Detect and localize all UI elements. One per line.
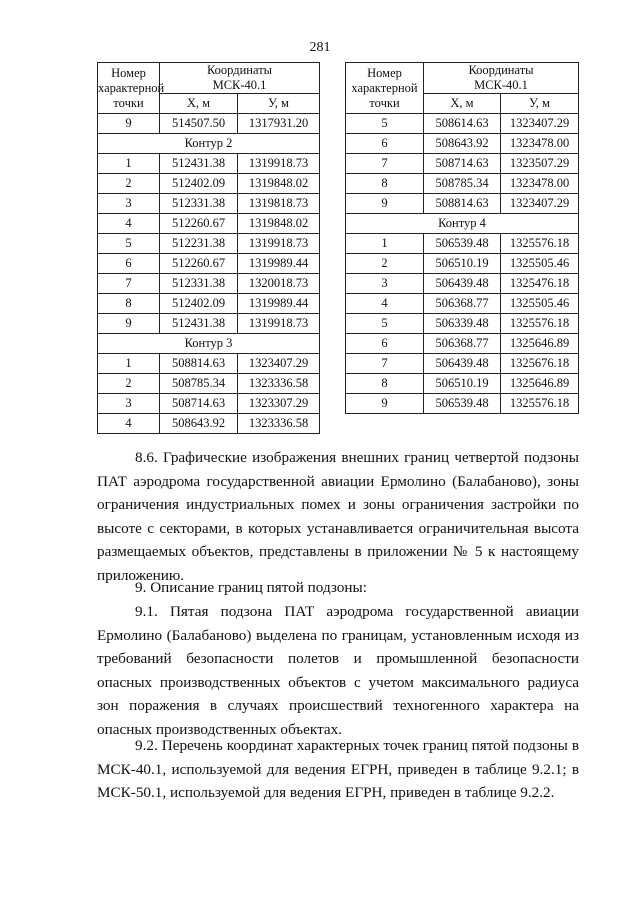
point-number: 6 [98, 254, 160, 274]
point-number: 7 [346, 154, 424, 174]
table-row [346, 174, 579, 194]
header-line: Номер [367, 65, 402, 80]
table-row [346, 354, 579, 374]
x-value: 508643.92 [424, 134, 501, 154]
header-line: точки [113, 95, 144, 110]
point-number: 1 [98, 354, 160, 374]
y-column-header: У, м [501, 94, 579, 114]
point-number: 3 [98, 394, 160, 414]
y-value: 1320018.73 [238, 274, 320, 294]
y-value: 1325576.18 [501, 234, 579, 254]
y-value: 1317931.20 [238, 114, 320, 134]
table-row [346, 274, 579, 294]
table-row [98, 174, 320, 194]
table-row [346, 114, 579, 134]
header-row [346, 63, 579, 94]
point-number: 6 [346, 334, 424, 354]
paragraph-text: 9.2. Перечень координат характерных точек границ пятой подзоны в МСК-40.1, используемой для ведения ЕГРН, приведен в таблице 9.2.1; в МСК-50.1, используемой для ведения ЕГРН, приведен в таблице 9.2.2. [97, 737, 579, 802]
x-value: 506439.48 [424, 354, 501, 374]
x-value: 508814.63 [160, 354, 238, 374]
y-value: 1325476.18 [501, 274, 579, 294]
y-value: 1325646.89 [501, 334, 579, 354]
x-value: 508785.34 [424, 174, 501, 194]
header-line: характерной [98, 80, 165, 95]
point-number: 5 [98, 234, 160, 254]
point-number: 7 [346, 354, 424, 374]
table-row [346, 194, 579, 214]
point-number: 9 [346, 194, 424, 214]
table-row [98, 254, 320, 274]
y-value: 1319918.73 [238, 154, 320, 174]
paragraph-text: 8.6. Графические изображения внешних границ четвертой подзоны ПАТ аэродрома государственной авиации Ермолино (Балабаново), зоны ограничения индустриальных помех и зоны ограничения застройки по высоте с секторами, в которых устанавливается ограничительная высота размещаемых объектов, представлены в приложении № 5 к настоящему приложению. [97, 449, 579, 584]
paragraph-9-1 [97, 600, 579, 742]
table-row [98, 194, 320, 214]
y-column-header: У, м [238, 94, 320, 114]
x-value: 506368.77 [424, 294, 501, 314]
point-number: 4 [98, 214, 160, 234]
point-number-header [98, 63, 165, 114]
y-value: 1319818.73 [238, 194, 320, 214]
point-number: 2 [98, 174, 160, 194]
point-number: 4 [346, 294, 424, 314]
x-value: 506339.48 [424, 314, 501, 334]
x-value: 512331.38 [160, 194, 238, 214]
table-row [98, 234, 320, 254]
section-row [98, 334, 320, 354]
x-value: 506539.48 [424, 394, 501, 414]
point-number: 9 [98, 314, 160, 334]
y-value: 1319989.44 [238, 254, 320, 274]
coordinates-table-left [97, 62, 320, 434]
x-value: 512260.67 [160, 214, 238, 234]
point-number: 9 [346, 394, 424, 414]
x-value: 508614.63 [424, 114, 501, 134]
section-label: Контур 2 [98, 134, 320, 154]
point-number: 3 [98, 194, 160, 214]
y-value: 1323407.29 [501, 194, 579, 214]
header-line: МСК-40.1 [474, 78, 528, 92]
x-value: 512431.38 [160, 154, 238, 174]
x-value: 508643.92 [160, 414, 238, 434]
y-value: 1325505.46 [501, 254, 579, 274]
table-row [346, 254, 579, 274]
x-column-header: X, м [160, 94, 238, 114]
table-row [346, 294, 579, 314]
table-row [98, 314, 320, 334]
x-value: 512331.38 [160, 274, 238, 294]
table-row [346, 134, 579, 154]
header-line: Координаты [468, 63, 534, 77]
y-value: 1323407.29 [501, 114, 579, 134]
table-row [346, 394, 579, 414]
section-label: Контур 3 [98, 334, 320, 354]
table-row [98, 374, 320, 394]
point-number: 8 [346, 174, 424, 194]
point-number: 6 [346, 134, 424, 154]
y-value: 1319918.73 [238, 234, 320, 254]
header-line: точки [369, 95, 400, 110]
x-value: 508714.63 [424, 154, 501, 174]
y-value: 1319989.44 [238, 294, 320, 314]
table-row [98, 114, 320, 134]
page-number: 281 [309, 40, 331, 55]
paragraph-text: 9. Описание границ пятой подзоны: [135, 579, 367, 596]
point-number: 8 [346, 374, 424, 394]
table-row [98, 354, 320, 374]
paragraph-text: 9.1. Пятая подзона ПАТ аэродрома государственной авиации Ермолино (Балабаново) выделена по границам, установленным исходя из требований безопасности полетов и промышленной безопасности опасных производственных объектов с учетом максимального радиуса зон поражения в случаях происшествий техногенного характера на опасных производственных объектах. [97, 603, 579, 738]
point-number: 9 [98, 114, 160, 134]
point-number-header [346, 63, 424, 114]
point-number: 2 [346, 254, 424, 274]
y-value: 1323407.29 [238, 354, 320, 374]
point-number: 8 [98, 294, 160, 314]
paragraph-9-2 [97, 734, 579, 805]
x-value: 506439.48 [424, 274, 501, 294]
x-value: 506368.77 [424, 334, 501, 354]
header-line: Координаты [206, 63, 273, 77]
x-value: 506539.48 [424, 234, 501, 254]
point-number: 1 [346, 234, 424, 254]
x-value: 512402.09 [160, 174, 238, 194]
table-row [346, 374, 579, 394]
y-value: 1325576.18 [501, 314, 579, 334]
paragraph-8-6 [97, 446, 579, 588]
table-body [346, 63, 579, 414]
point-number: 5 [346, 314, 424, 334]
table-row [98, 154, 320, 174]
table-body [98, 63, 320, 434]
table-row [98, 294, 320, 314]
table-row [98, 214, 320, 234]
x-value: 512231.38 [160, 234, 238, 254]
table-row [346, 334, 579, 354]
y-value: 1319848.02 [238, 214, 320, 234]
y-value: 1325646.89 [501, 374, 579, 394]
x-value: 508714.63 [160, 394, 238, 414]
x-value: 508785.34 [160, 374, 238, 394]
table-row [346, 314, 579, 334]
point-number: 3 [346, 274, 424, 294]
paragraph-9 [97, 576, 579, 600]
table-row [98, 394, 320, 414]
section-label: Контур 4 [346, 214, 579, 234]
y-value: 1325676.18 [501, 354, 579, 374]
y-value: 1325576.18 [501, 394, 579, 414]
y-value: 1323478.00 [501, 174, 579, 194]
x-value: 508814.63 [424, 194, 501, 214]
section-row [346, 214, 579, 234]
x-value: 506510.19 [424, 374, 501, 394]
coordinates-header [424, 63, 579, 94]
x-value: 514507.50 [160, 114, 238, 134]
header-line: характерной [351, 80, 418, 95]
point-number: 4 [98, 414, 160, 434]
x-value: 512402.09 [160, 294, 238, 314]
header-row [98, 63, 320, 94]
x-value: 512431.38 [160, 314, 238, 334]
table-row [98, 274, 320, 294]
y-value: 1323336.58 [238, 414, 320, 434]
table-row [98, 414, 320, 434]
section-row [98, 134, 320, 154]
x-column-header: X, м [424, 94, 501, 114]
x-value: 506510.19 [424, 254, 501, 274]
y-value: 1319918.73 [238, 314, 320, 334]
point-number: 7 [98, 274, 160, 294]
point-number: 1 [98, 154, 160, 174]
coordinates-header [160, 63, 320, 94]
y-value: 1323478.00 [501, 134, 579, 154]
header-line: Номер [111, 65, 146, 80]
table-row [346, 234, 579, 254]
table-row [346, 154, 579, 174]
header-line: МСК-40.1 [212, 78, 267, 92]
y-value: 1325505.46 [501, 294, 579, 314]
y-value: 1323307.29 [238, 394, 320, 414]
point-number: 5 [346, 114, 424, 134]
y-value: 1323336.58 [238, 374, 320, 394]
x-value: 512260.67 [160, 254, 238, 274]
coordinates-table-right [345, 62, 579, 414]
y-value: 1319848.02 [238, 174, 320, 194]
point-number: 2 [98, 374, 160, 394]
y-value: 1323507.29 [501, 154, 579, 174]
